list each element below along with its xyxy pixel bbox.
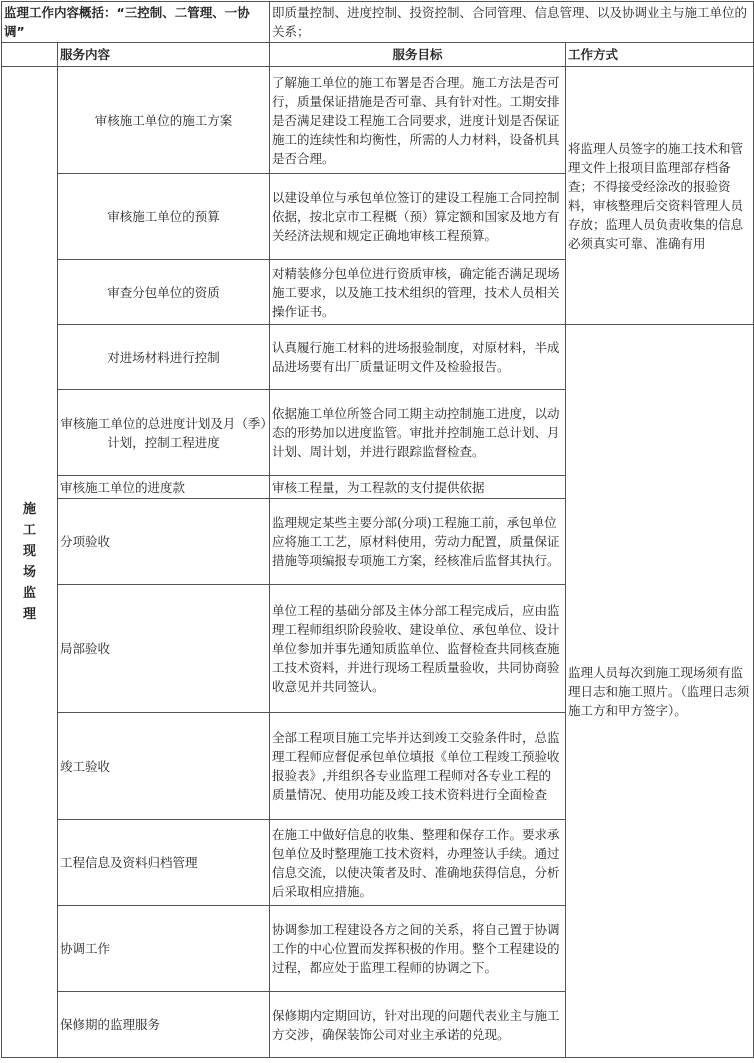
- section-label-site-supervision: [2, 67, 58, 1058]
- service-content-cell: 审核施工单位的进度款: [58, 476, 270, 499]
- summary-text: 即质量控制、进度控制、投资控制、合同管理、信息管理、以及协调业主与施工单位的关系；: [270, 2, 754, 43]
- header-service-content: 服务内容: [58, 43, 270, 67]
- supervision-service-table: [1, 1, 754, 1058]
- service-content-cell: 工程信息及资料归档管理: [58, 820, 270, 906]
- service-goal-cell: 监理规定某些主要分部(分项)工程施工前，承包单位应将施工工艺，原材料使用，劳动力配置，质量保证措施等项编报专项施工方案，经核准后监督其执行。: [270, 499, 566, 585]
- service-goal-cell: 审核工程量，为工程款的支付提供依据: [270, 476, 566, 499]
- service-content-cell: 审核施工单位的施工方案: [58, 67, 270, 174]
- service-content-cell: 协调工作: [58, 906, 270, 992]
- section-char: 工: [22, 523, 36, 538]
- work-method-cell: 监理人员每次到施工现场须有监理日志和施工照片。（监理日志须施工方和甲方签字）。: [566, 325, 754, 1058]
- service-content-cell: 审核施工单位的预算: [58, 174, 270, 260]
- section-char: 监: [22, 586, 36, 601]
- service-goal-cell: 单位工程的基础分部及主体分部工程完成后，应由监理工程师组织阶段验收、建设单位、承包单位、设计单位参加并事先通知质监单位、监督检查共同核查施工技术资料，并进行现场工程质量验收，共同协商验收意见并共同签认。: [270, 585, 566, 713]
- service-content-cell: 对进场材料进行控制: [58, 325, 270, 390]
- work-method-cell: 将监理人员签字的施工技术和管理文件上报项目监理部存档备查；不得接受经涂改的报验资料，审核整理后交资料管理人员存放；监理人员负责收集的信息必须真实可靠、准确有用: [566, 67, 754, 325]
- service-goal-cell: 对精装修分包单位进行资质审核，确定能否满足现场施工要求，以及施工技术组织的管理，技术人员相关操作证书。: [270, 260, 566, 325]
- service-content-cell: 保修期的监理服务: [58, 992, 270, 1058]
- service-goal-cell: 了解施工单位的施工布署是否合理。施工方法是否可行，质量保证措施是否可靠、具有针对性。工期安排是否满足建设工程施工合同要求，进度计划是否保证施工的连续性和均衡性，所需的人力材料，设备机具是否合理。: [270, 67, 566, 174]
- service-content-cell: 局部验收: [58, 585, 270, 713]
- section-char: 场: [22, 565, 36, 580]
- header-service-goal: 服务目标: [270, 43, 566, 67]
- service-goal-cell: 保修期内定期回访，针对出现的问题代表业主与施工方交涉，确保装饰公司对业主承诺的兑现。: [270, 992, 566, 1058]
- summary-label: 监理工作内容概括：“三控制、二管理、一协调”: [2, 2, 270, 43]
- section-char: 施: [22, 502, 36, 517]
- service-goal-cell: 认真履行施工材料的进场报验制度，对原材料，半成品进场要有出厂质量证明文件及检验报告。: [270, 325, 566, 390]
- header-blank-cell: [2, 43, 58, 67]
- service-content-cell: 审核施工单位的总进度计划及月（季）计划，控制工程进度: [58, 390, 270, 476]
- service-goal-cell: 在施工中做好信息的收集、整理和保存工作。要求承包单位及时整理施工技术资料，办理签认手续。通过信息交流，以使决策者及时、准确地获得信息，分析后采取相应措施。: [270, 820, 566, 906]
- section-char: 理: [22, 607, 36, 622]
- service-goal-cell: 协调参加工程建设各方之间的关系，将自己置于协调工作的中心位置而发挥积极的作用。整个工程建设的过程，都应处于监理工程师的协调之下。: [270, 906, 566, 992]
- service-goal-cell: 全部工程项目施工完毕并达到竣工交验条件时，总监理工程师应督促承包单位填报《单位工程竣工预验收报验表》,并组织各专业监理工程师对各专业工程的质量情况、使用功能及竣工技术资料进行全面检查: [270, 713, 566, 820]
- service-goal-cell: 以建设单位与承包单位签订的建设工程施工合同控制依据，按北京市工程概（预）算定额和国家及地方有关经济法规和规定正确地审核工程预算。: [270, 174, 566, 260]
- service-content-cell: 竣工验收: [58, 713, 270, 820]
- header-work-method: 工作方式: [566, 43, 754, 67]
- service-goal-cell: 依据施工单位所签合同工期主动控制施工进度，以动态的形势加以进度监管。审批并控制施工总计划、月计划、周计划，并进行跟踪监督检查。: [270, 390, 566, 476]
- service-content-cell: 分项验收: [58, 499, 270, 585]
- service-content-cell: 审查分包单位的资质: [58, 260, 270, 325]
- section-char: 现: [22, 544, 36, 559]
